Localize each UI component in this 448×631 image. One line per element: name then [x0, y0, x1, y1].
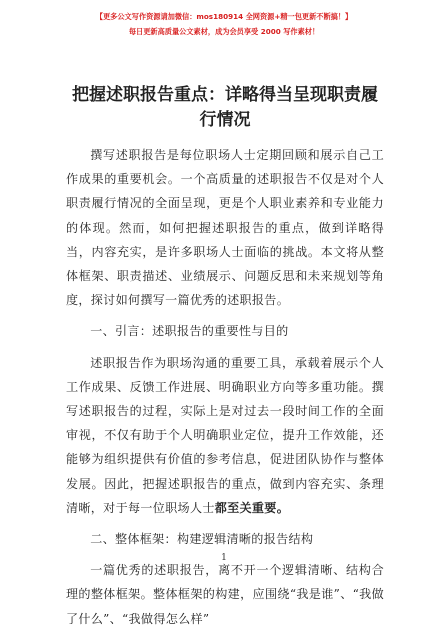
section-2-paragraph [66, 558, 384, 626]
section-1-paragraph [66, 351, 384, 520]
promo-banner-line-2: 每日更新高质量公文素材，成为会员享受 2000 写作素材！ [128, 27, 320, 36]
section-heading-1 [66, 319, 384, 343]
section-heading-1-text: 一、引言：述职报告的重要性与目的 [90, 324, 289, 339]
section-heading-2 [66, 527, 384, 551]
section-1-paragraph-text: 述职报告作为职场沟通的重要工具，承载着展示个人工作成果、反馈工作进展、明确职业方向等多重功能。撰写述职报告的过程，实际上是对过去一段时间工作的全面审视，不仅有助于个人明确职业定位，提升工作效能，还能够为组织提供有价值的参考信息，促进团队协作与整体发展。因此，把握述职报告的重点，做到内容充实、条理清晰，对于每一位职场人士 [66, 355, 384, 515]
page-number: 1 [221, 553, 227, 563]
intro-paragraph-text: 撰写述职报告是每位职场人士定期回顾和展示自己工作成果的重要机会。一个高质量的述职报告不仅是对个人职责履行情况的全面呈现，更是个人职业素养和专业能力的体现。然而，如何把握述职报告的重点，做到详略得当，内容充实，是许多职场人士面临的挑战。本文将从整体框架、职责描述、业绩展示、问题反思和未来规划等角度，探讨如何撰写一篇优秀的述职报告。 [66, 148, 384, 308]
document-body [66, 143, 384, 626]
section-heading-2-text: 二、整体框架：构建逻辑清晰的报告结构 [90, 532, 314, 547]
document-title: 把握述职报告重点：详略得当呈现职责履行情况 [72, 85, 378, 130]
section-2-paragraph-text: 一篇优秀的述职报告，离不开一个逻辑清晰、结构合理的整体框架。整体框架的构建，应围绕“我是谁”、“我做了什么”、“我做得怎么样” [66, 563, 384, 626]
section-1-paragraph-emphasis: 都至关重要。 [214, 500, 290, 515]
intro-paragraph [66, 143, 384, 312]
promo-banner-line-1: 【更多公文写作资源请加微信：mos180914 全网资源+精一包更新不断搞！】 [95, 12, 353, 21]
